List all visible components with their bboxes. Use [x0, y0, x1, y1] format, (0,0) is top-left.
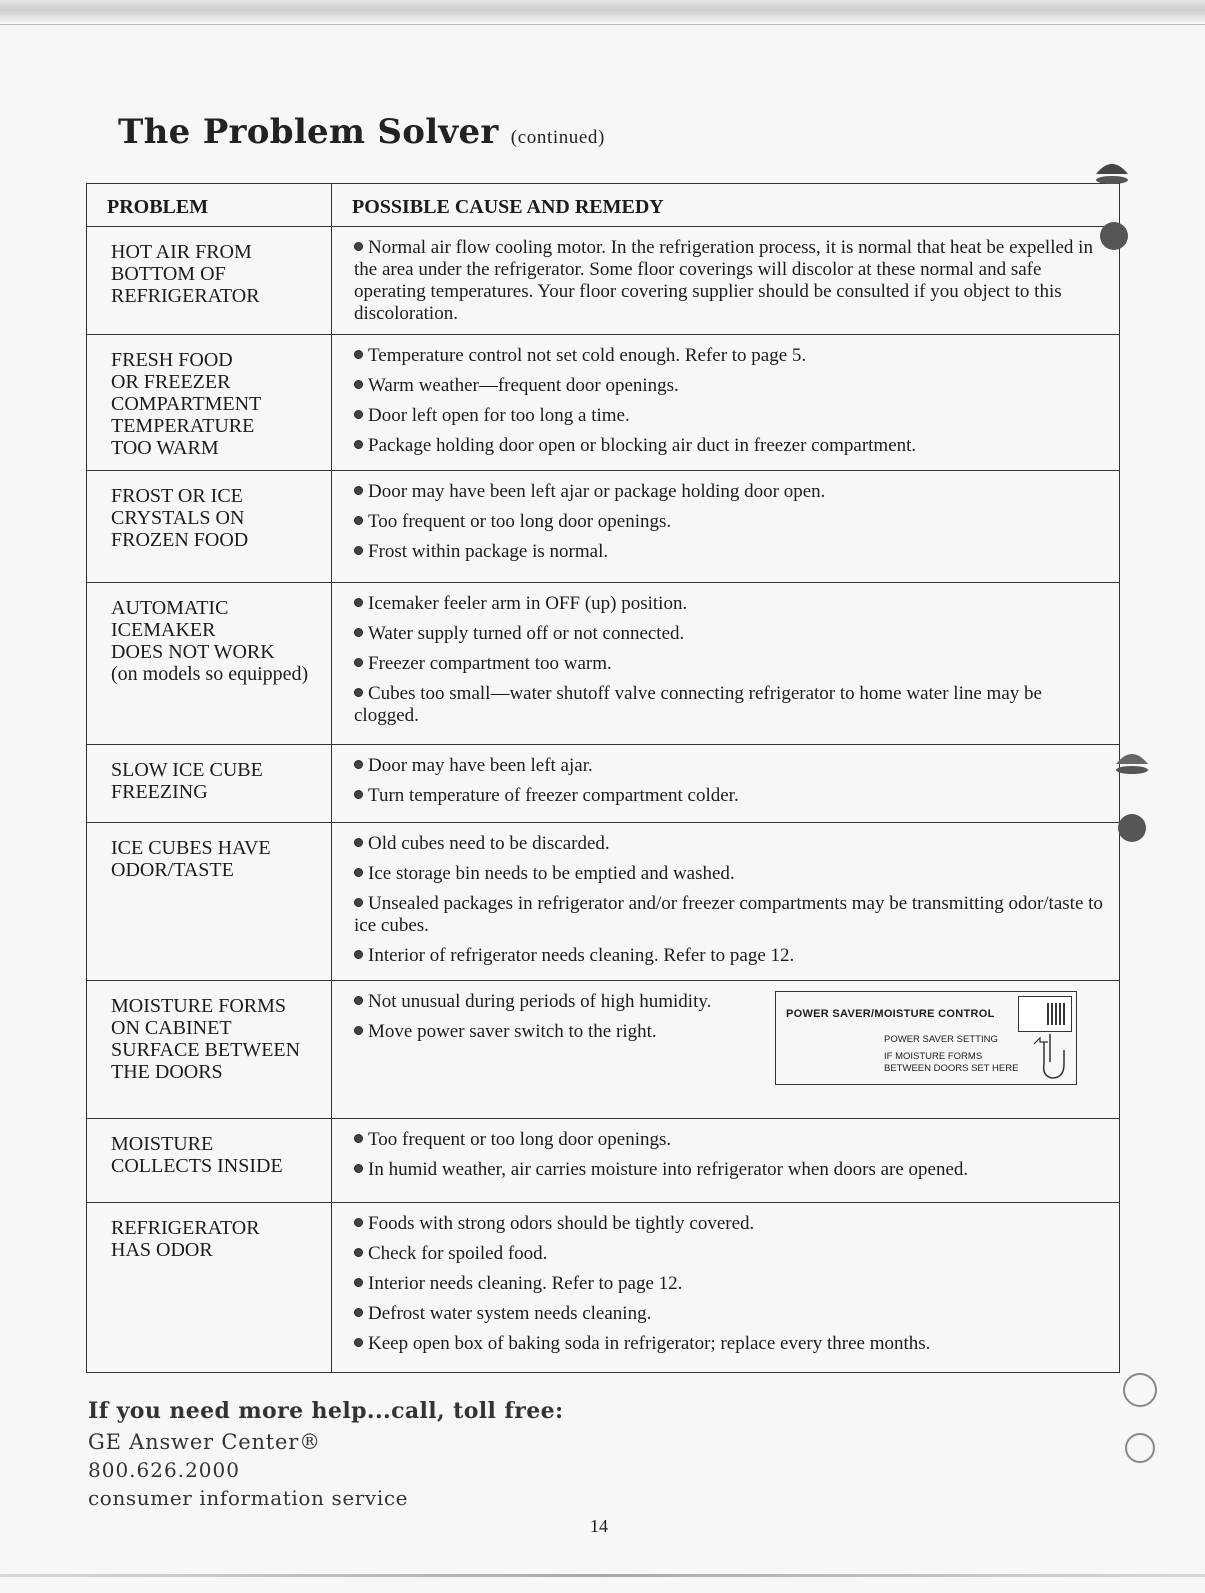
diagram-moisture-line: IF MOISTURE FORMS — [884, 1051, 983, 1062]
bullet-icon — [354, 950, 363, 959]
bullet-icon — [354, 628, 363, 637]
bullet-icon — [354, 996, 363, 1005]
punch-hole-icon — [1112, 742, 1152, 852]
bullet-icon — [354, 1218, 363, 1227]
bullet-icon — [354, 898, 363, 907]
remedy-text: Keep open box of baking soda in refrigerator; replace every three months. — [368, 1333, 931, 1354]
help-info — [88, 1398, 564, 1510]
bullet-icon — [354, 1248, 363, 1257]
remedy-text: Door left open for too long a time. — [368, 405, 630, 426]
remedy-text: Warm weather—frequent door openings. — [368, 375, 679, 396]
phone-number: 800.626.2000 — [88, 1458, 240, 1482]
remedy-item — [354, 593, 1107, 615]
bullet-icon — [354, 1338, 363, 1347]
problem-line: ICE CUBES HAVE — [111, 837, 271, 859]
remedy-text: Not unusual during periods of high humidity. — [368, 991, 712, 1012]
problem-line: ODOR/TASTE — [111, 859, 234, 881]
problem-line: BOTTOM OF — [111, 263, 226, 285]
remedy-cell — [332, 981, 1120, 1119]
problem-line: TEMPERATURE — [111, 415, 255, 437]
problem-line: FROST OR ICE — [111, 485, 243, 507]
table-row — [87, 227, 1120, 335]
table-row — [87, 1203, 1120, 1373]
remedy-item — [354, 435, 1107, 457]
table-row — [87, 583, 1120, 745]
power-saver-diagram — [775, 991, 1077, 1085]
remedy-item — [354, 237, 1107, 325]
bullet-icon — [354, 790, 363, 799]
problem-line: FREEZING — [111, 781, 208, 803]
problem-line: HAS ODOR — [111, 1239, 213, 1261]
table-row — [87, 1119, 1120, 1203]
remedy-text: Water supply turned off or not connected. — [368, 623, 685, 644]
remedy-item — [354, 893, 1107, 937]
remedy-item — [354, 785, 1107, 807]
problem-cell — [87, 471, 332, 583]
problem-line: SURFACE BETWEEN — [111, 1039, 301, 1061]
remedy-cell — [332, 1119, 1120, 1203]
remedy-item — [354, 375, 1107, 397]
page-title-text: The Problem Solver — [118, 112, 499, 152]
problem-solver-table — [86, 183, 1120, 1373]
problem-cell — [87, 823, 332, 981]
remedy-text: Temperature control not set cold enough. Refer to page 5. — [368, 345, 807, 366]
remedy-text: Cubes too small—water shutoff valve connecting refrigerator to home water line may be clogged. — [354, 683, 1042, 726]
problem-line: CRYSTALS ON — [111, 507, 245, 529]
diagram-title: POWER SAVER/MOISTURE CONTROL — [786, 1008, 995, 1020]
problem-line: THE DOORS — [111, 1061, 223, 1083]
remedy-text: Check for spoiled food. — [368, 1243, 548, 1264]
diagram-setting-label: POWER SAVER SETTING — [884, 1034, 998, 1045]
remedy-text: Too frequent or too long door openings. — [368, 511, 672, 532]
remedy-item — [354, 481, 1107, 503]
diagram-moisture-line: BETWEEN DOORS SET HERE — [884, 1063, 1019, 1074]
remedy-text: Interior needs cleaning. Refer to page 12. — [368, 1273, 683, 1294]
problem-line: REFRIGERATOR — [111, 285, 260, 307]
remedy-item — [354, 945, 1107, 967]
problem-line: ON CABINET — [111, 1017, 232, 1039]
remedy-item — [354, 623, 1107, 645]
bullet-icon — [354, 350, 363, 359]
problem-line: ICEMAKER — [111, 619, 216, 641]
page-title-suffix: (continued) — [510, 127, 605, 148]
problem-cell — [87, 745, 332, 823]
remedy-item — [354, 1129, 1107, 1151]
scan-bottom-edge — [0, 1574, 1205, 1577]
problem-line: COMPARTMENT — [111, 393, 262, 415]
bullet-icon — [354, 242, 363, 251]
remedy-text: Icemaker feeler arm in OFF (up) position. — [368, 593, 688, 614]
bullet-icon — [354, 1164, 363, 1173]
problem-cell — [87, 227, 332, 335]
pointing-finger-icon — [1028, 1032, 1068, 1080]
diagram-moisture-label — [884, 1051, 1018, 1075]
problem-column-header: PROBLEM — [87, 184, 332, 227]
remedy-cell — [332, 583, 1120, 745]
problem-line: MOISTURE FORMS — [111, 995, 287, 1017]
table-row — [87, 471, 1120, 583]
bullet-icon — [354, 1278, 363, 1287]
problem-line: FRESH FOOD — [111, 349, 233, 371]
remedy-cell — [332, 823, 1120, 981]
bullet-icon — [354, 868, 363, 877]
remedy-item — [354, 1273, 1107, 1295]
remedy-item — [354, 1213, 1107, 1235]
problem-cell — [87, 1203, 332, 1373]
bullet-icon — [354, 688, 363, 697]
remedy-text: Ice storage bin needs to be emptied and washed. — [368, 863, 735, 884]
remedy-item — [354, 1159, 1107, 1181]
answer-center-name: GE Answer Center® — [88, 1430, 321, 1454]
remedy-text: Door may have been left ajar or package holding door open. — [368, 481, 826, 502]
remedy-item — [354, 863, 1107, 885]
bullet-icon — [354, 516, 363, 525]
page-title — [118, 112, 605, 152]
switch-icon — [1018, 996, 1072, 1032]
remedy-item — [354, 1303, 1107, 1325]
remedy-text: Old cubes need to be discarded. — [368, 833, 610, 854]
remedy-item — [354, 683, 1107, 727]
remedy-item — [354, 653, 1107, 675]
problem-line: REFRIGERATOR — [111, 1217, 260, 1239]
remedy-text: Move power saver switch to the right. — [368, 1021, 657, 1042]
problem-line: DOES NOT WORK — [111, 641, 275, 663]
bullet-icon — [354, 440, 363, 449]
problem-cell — [87, 1119, 332, 1203]
remedy-cell — [332, 227, 1120, 335]
remedy-text: Frost within package is normal. — [368, 541, 609, 562]
problem-line: TOO WARM — [111, 437, 219, 459]
problem-line: AUTOMATIC — [111, 597, 229, 619]
table-header-row — [87, 184, 1120, 227]
page-number: 14 — [590, 1516, 608, 1536]
remedy-text: Interior of refrigerator needs cleaning. Refer to page 12. — [368, 945, 795, 966]
remedy-text: Defrost water system needs cleaning. — [368, 1303, 652, 1324]
remedy-cell — [332, 745, 1120, 823]
problem-line: OR FREEZER — [111, 371, 231, 393]
remedy-item — [354, 345, 1107, 367]
bullet-icon — [354, 410, 363, 419]
remedy-text: Package holding door open or blocking air duct in freezer compartment. — [368, 435, 917, 456]
bullet-icon — [354, 546, 363, 555]
problem-line: FROZEN FOOD — [111, 529, 249, 551]
problem-line: (on models so equipped) — [111, 663, 309, 685]
bullet-icon — [354, 1026, 363, 1035]
bullet-icon — [354, 1134, 363, 1143]
bullet-icon — [354, 380, 363, 389]
remedy-item — [354, 541, 1107, 563]
remedy-item — [354, 1333, 1107, 1355]
problem-line: COLLECTS INSIDE — [111, 1155, 283, 1177]
service-description: consumer information service — [88, 1486, 409, 1510]
remedy-item — [354, 1243, 1107, 1265]
punch-hole-icon — [1092, 152, 1132, 252]
bullet-icon — [354, 598, 363, 607]
problem-line: SLOW ICE CUBE — [111, 759, 263, 781]
remedy-text: Freezer compartment too warm. — [368, 653, 612, 674]
remedy-cell — [332, 471, 1120, 583]
remedy-cell — [332, 1203, 1120, 1373]
remedy-text: Foods with strong odors should be tightly covered. — [368, 1213, 755, 1234]
problem-line: HOT AIR FROM — [111, 241, 252, 263]
problem-cell — [87, 335, 332, 471]
help-heading: If you need more help...call, toll free: — [88, 1398, 564, 1424]
problem-cell — [87, 981, 332, 1119]
remedy-item — [354, 755, 1107, 777]
bullet-icon — [354, 486, 363, 495]
bullet-icon — [354, 838, 363, 847]
remedy-text: In humid weather, air carries moisture into refrigerator when doors are opened. — [368, 1159, 969, 1180]
remedy-text: Normal air flow cooling motor. In the refrigeration process, it is normal that heat be expelled in the area under the refrigerator. Some floor coverings will discolor at these normal and safe operating temperatures. Your floor covering supplier should be consulted if you object to this discoloration. — [354, 237, 1093, 324]
remedy-text: Too frequent or too long door openings. — [368, 1129, 672, 1150]
remedy-cell — [332, 335, 1120, 471]
remedy-text: Door may have been left ajar. — [368, 755, 593, 776]
problem-line: MOISTURE — [111, 1133, 214, 1155]
remedy-column-header: POSSIBLE CAUSE AND REMEDY — [332, 184, 1120, 227]
scan-top-edge — [0, 0, 1205, 22]
problem-cell — [87, 583, 332, 745]
remedy-item — [354, 405, 1107, 427]
table-row — [87, 981, 1120, 1119]
table-row — [87, 335, 1120, 471]
table-row — [87, 745, 1120, 823]
bullet-icon — [354, 760, 363, 769]
remedy-item — [354, 511, 1107, 533]
bullet-icon — [354, 658, 363, 667]
remedy-item — [354, 833, 1107, 855]
bullet-icon — [354, 1308, 363, 1317]
remedy-text: Turn temperature of freezer compartment colder. — [368, 785, 739, 806]
table-row — [87, 823, 1120, 981]
punch-hole-icon — [1120, 1350, 1160, 1470]
remedy-text: Unsealed packages in refrigerator and/or freezer compartments may be transmitting odor/taste to ice cubes. — [354, 893, 1103, 936]
